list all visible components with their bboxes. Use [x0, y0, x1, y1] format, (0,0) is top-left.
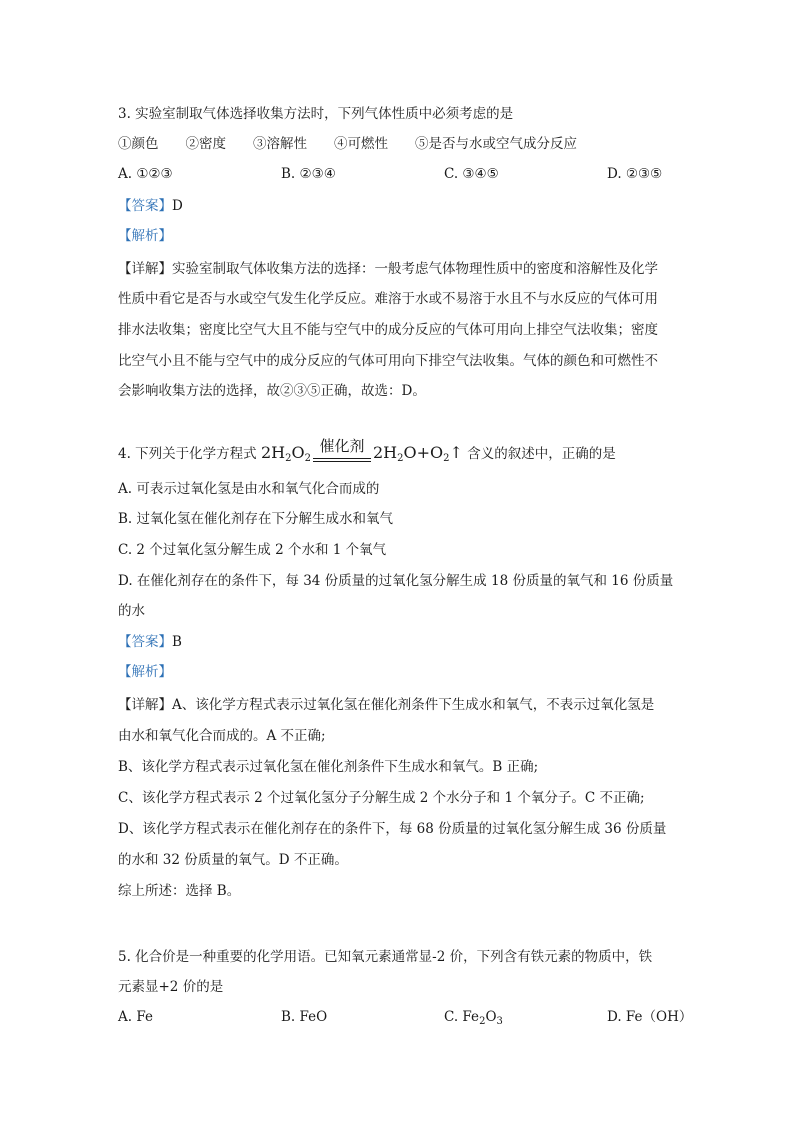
q3-option-a: A. ①②③ — [118, 166, 173, 182]
q3-detail-line-3: 排水法收集；密度比空气大且不能与空气中的成分反应的气体可用向上排空气法收集；密度 — [118, 322, 658, 338]
q5-stem-line-1: 5. 化合价是一种重要的化学用语。已知氧元素通常显-2 价，下列含有铁元素的物质中，铁 — [118, 949, 653, 965]
q4-detail-line-6: 的水和 32 份质量的氧气。D 不正确。 — [118, 852, 348, 868]
q4-detail-line-1 — [118, 695, 654, 715]
q3-properties: ①颜色 ②密度 ③溶解性 ④可燃性 ⑤是否与水或空气成分反应 — [118, 136, 577, 152]
product-water-sub: 2 — [397, 453, 404, 464]
answer-value: B — [172, 634, 182, 650]
q4-stem-prefix: 4. 下列关于化学方程式 — [118, 446, 257, 462]
option-c-o: O — [485, 1009, 497, 1025]
answer-value: D — [172, 198, 183, 214]
q3-analysis-tag: 【解析】 — [118, 228, 172, 244]
reactant-o: O — [291, 443, 305, 462]
q3-detail-line-4: 比空气小且不能与空气中的成分反应的气体可用向下排空气法收集。气体的颜色和可燃性不 — [118, 353, 658, 369]
product-water-h: 2H — [372, 443, 398, 462]
q3-answer — [118, 196, 183, 216]
gas-arrow-icon: ↑ — [449, 443, 463, 462]
reactant-h: 2H — [260, 443, 286, 462]
q5-stem-line-2: 元素显+2 价的是 — [118, 979, 224, 995]
q4-detail-line-5: D、该化学方程式表示在催化剂存在的条件下，每 68 份质量的过氧化氢分解生成 36 份质量 — [118, 821, 667, 837]
q4-stem-suffix: 含义的叙述中，正确的是 — [467, 446, 616, 462]
q3-detail-line-5: 会影响收集方法的选择，故②③⑤正确，故选：D。 — [118, 383, 426, 399]
q4-stem — [118, 436, 616, 476]
q4-option-a: A. 可表示过氧化氢是由水和氧气化合而成的 — [118, 481, 380, 497]
detail-text: A、该化学方程式表示过氧化氢在催化剂条件下生成水和氧气，不表示过氧化氢是 — [172, 697, 655, 713]
q4-analysis-tag: 【解析】 — [118, 664, 172, 680]
detail-text: 实验室制取气体收集方法的选择：一般考虑气体物理性质中的密度和溶解性及化学 — [172, 261, 658, 277]
q4-detail-line-4: C、该化学方程式表示 2 个过氧化氢分子分解生成 2 个水分子和 1 个氧分子。C 不正确; — [118, 790, 645, 806]
reaction-condition — [313, 437, 371, 471]
answer-tag: 【答案】 — [118, 198, 172, 214]
q3-option-b: B. ②③④ — [281, 166, 336, 182]
reactant-sub-o: 2 — [304, 453, 311, 464]
q3-stem: 3. 实验室制取气体选择收集方法时，下列气体性质中必须考虑的是 — [118, 106, 514, 122]
q3-option-d: D. ②③⑤ — [607, 166, 663, 182]
q3-option-c: C. ③④⑤ — [444, 166, 499, 182]
q4-option-d: D. 在催化剂存在的条件下，每 34 份质量的过氧化氢分解生成 18 份质量的氧气和 16 份质量 — [118, 573, 674, 589]
q3-detail-line-1 — [118, 259, 658, 279]
product-water-o: O+O — [403, 443, 444, 462]
option-c-fe: C. Fe — [444, 1009, 480, 1025]
q5-option-d: D. Fe（OH） — [607, 1009, 693, 1025]
q4-option-c: C. 2 个过氧化氢分解生成 2 个水和 1 个氧气 — [118, 542, 387, 558]
condition-text: 催化剂 — [319, 436, 365, 455]
detail-tag: 【详解】 — [118, 697, 172, 713]
reactant-sub-h: 2 — [285, 453, 292, 464]
q4-detail-line-3: B、该化学方程式表示过氧化氢在催化剂条件下生成水和氧气。B 正确; — [118, 759, 539, 775]
chemical-equation — [260, 436, 463, 464]
answer-tag: 【答案】 — [118, 634, 172, 650]
q4-option-d-cont: 的水 — [118, 603, 145, 619]
q4-detail-line-2: 由水和氧气化合而成的。A 不正确; — [118, 728, 326, 744]
q5-option-b: B. FeO — [281, 1009, 328, 1025]
option-c-sub-o: 3 — [496, 1016, 503, 1027]
detail-tag: 【详解】 — [118, 261, 172, 277]
product-oxygen-sub: 2 — [443, 453, 450, 464]
option-c-sub-fe: 2 — [479, 1016, 486, 1027]
q5-option-c — [444, 1007, 503, 1032]
q5-option-a: A. Fe — [118, 1009, 153, 1025]
q4-answer — [118, 632, 182, 652]
q4-detail-line-7: 综上所述：选择 B。 — [118, 883, 241, 899]
q3-detail-line-2: 性质中看它是否与水或空气发生化学反应。难溶于水或不易溶于水且不与水反应的气体可用 — [118, 291, 658, 307]
q4-option-b: B. 过氧化氢在催化剂存在下分解生成水和氧气 — [118, 511, 394, 527]
